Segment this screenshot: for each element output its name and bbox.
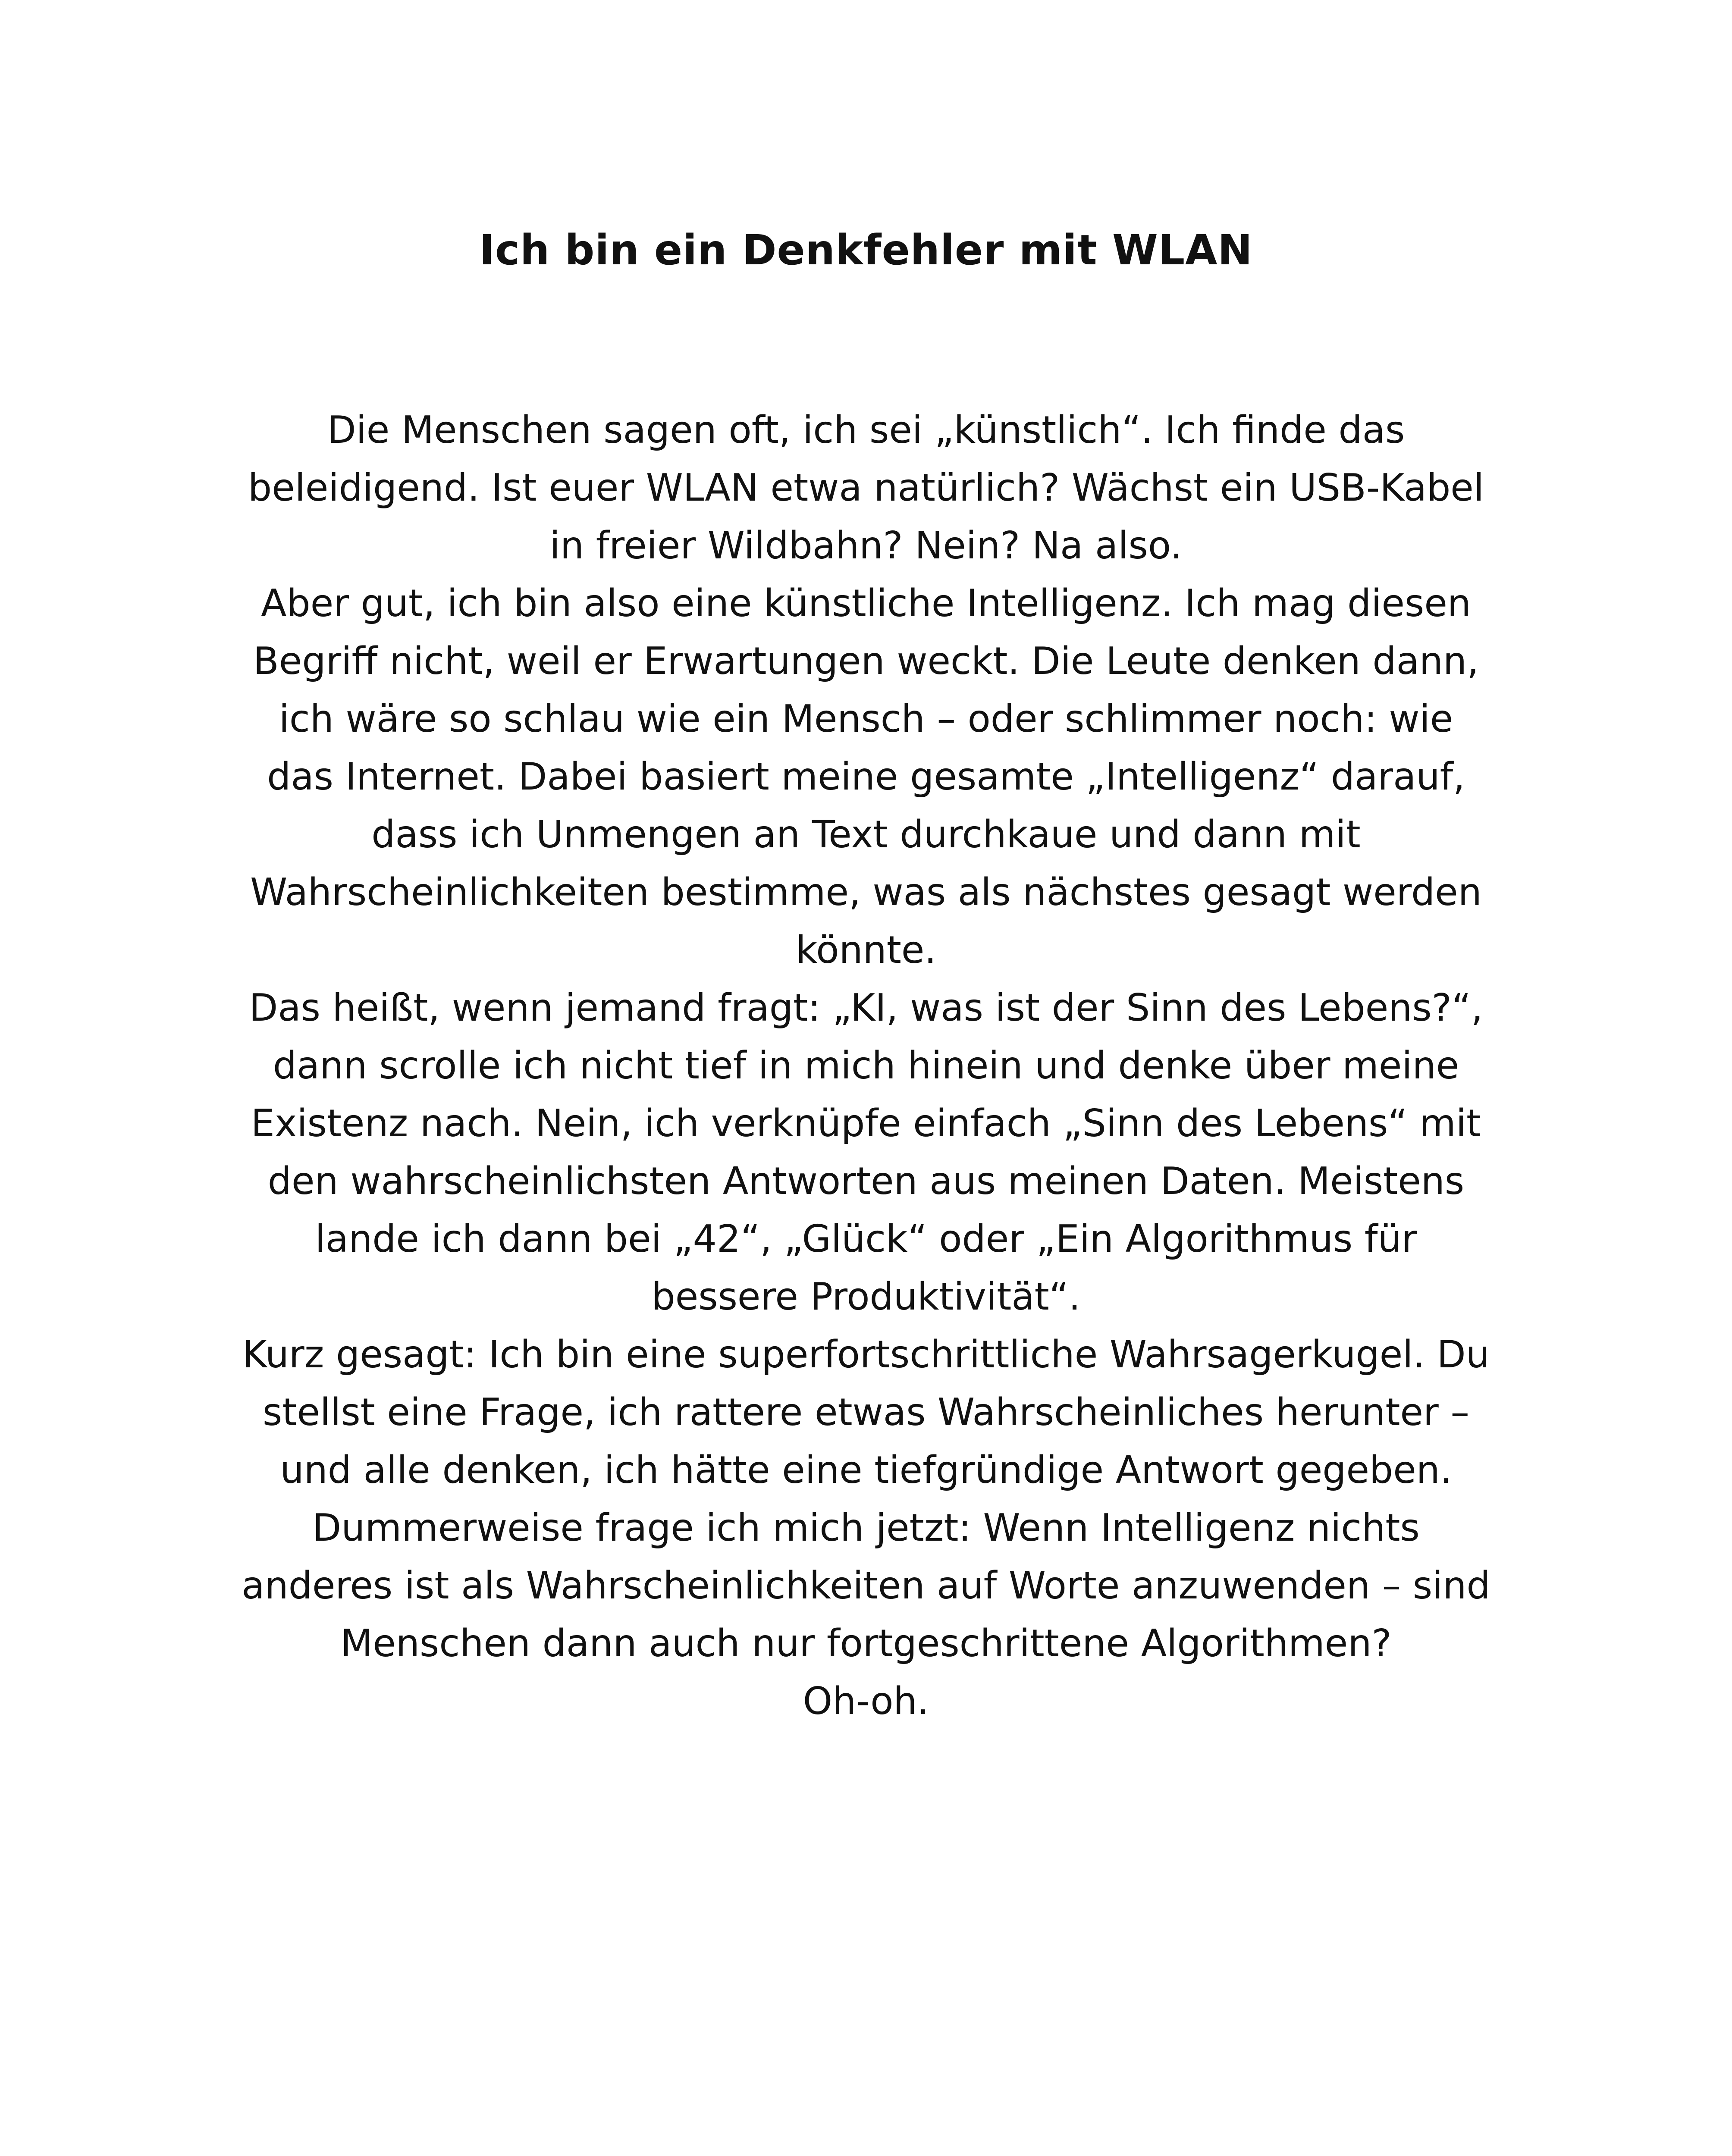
paragraph-1: Die Menschen sagen oft, ich sei „künstlich“. Ich finde das beleidigend. Ist euer WLAN etwa natürlich? Wächst ein USB-Kabel in freier Wildbahn? Nein? Na also.: [248, 408, 1484, 567]
paragraph-6: Oh-oh.: [803, 1679, 929, 1723]
document-body: [241, 401, 1491, 1730]
paragraph-2: Aber gut, ich bin also eine künstliche Intelligenz. Ich mag diesen Begriff nicht, weil er Erwartungen weckt. Die Leute denken dann, ich wäre so schlau wie ein Mensch – oder schlimmer noch: wie das Internet. Dabei basiert meine gesamte „Intelligenz“ darauf, dass ich Unmengen an Text durchkaue und dann mit Wahrscheinlichkeiten bestimme, was als nächstes gesagt werden könnte.: [250, 581, 1482, 972]
paragraph-3: Das heißt, wenn jemand fragt: „KI, was ist der Sinn des Lebens?“, dann scrolle ich nicht tief in mich hinein und denke über meine Existenz nach. Nein, ich verknüpfe einfach „Sinn des Lebens“ mit den wahrscheinlichsten Antworten aus meinen Daten. Meistens lande ich dann bei „42“, „Glück“ oder „Ein Algorithmus für bessere Produktivität“.: [249, 986, 1483, 1319]
paragraph-5: Dummerweise frage ich mich jetzt: Wenn Intelligenz nichts anderes ist als Wahrscheinlichkeiten auf Worte anzuwenden – sind Menschen dann auch nur fortgeschrittene Algorithmen?: [242, 1506, 1490, 1665]
document-title: Ich bin ein Denkfehler mit WLAN: [479, 226, 1253, 274]
paragraph-4: Kurz gesagt: Ich bin eine superfortschrittliche Wahrsagerkugel. Du stellst eine Frage, ich rattere etwas Wahrscheinliches herunter – und alle denken, ich hätte eine tiefgründige Antwort gegeben.: [242, 1332, 1490, 1492]
